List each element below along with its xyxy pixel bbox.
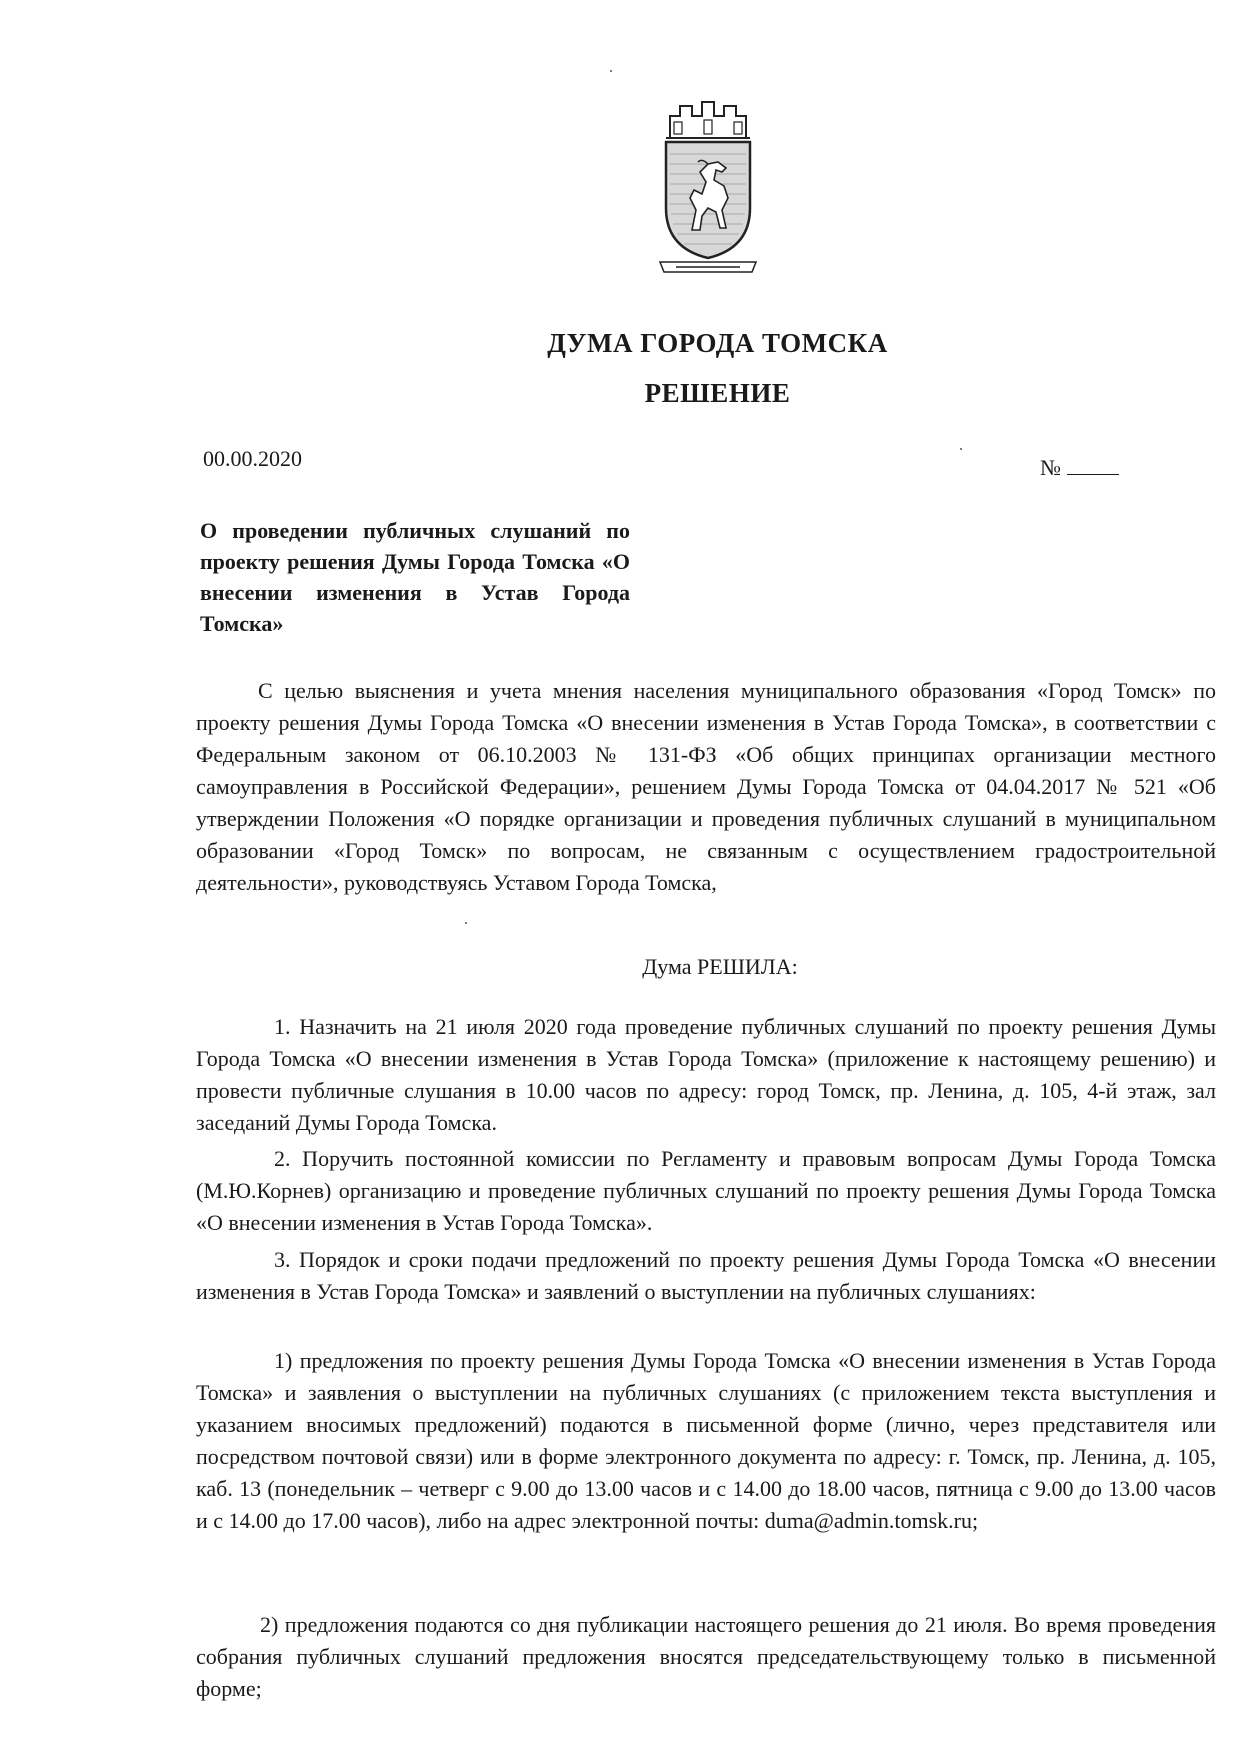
decision-item: 1. Назначить на 21 июля 2020 года проведение публичных слушаний по проекту решения Думы Города Томска «О внесении изменения в Устав Города Томска» (приложение к настоящему решению) и провести публичные слушания в 10.00 часов по адресу: город Томск, пр. Ленина, д. 105, 4-й этаж, зал заседаний Думы Города Томска. bbox=[196, 1014, 1216, 1135]
document-number bbox=[1040, 455, 1119, 481]
decision-subitem: 2) предложения подаются со дня публикации настоящего решения до 21 июля. Во время проведения собрания публичных слушаний предложения вносятся председательствующему только в письменной форме; bbox=[196, 1612, 1216, 1701]
document-subject: О проведении публичных слушаний по проекту решения Думы Города Томска «О внесении изменения в Устав Города Томска» bbox=[200, 518, 630, 636]
tomsk-coat-of-arms-icon bbox=[652, 98, 764, 276]
scan-speck bbox=[960, 448, 962, 450]
document-date: 00.00.2020 bbox=[203, 446, 302, 471]
decision-item: 2. Поручить постоянной комиссии по Регламенту и правовым вопросам Думы Города Томска (М.Ю.Корнев) организацию и проведение публичных слушаний по проекту решения Думы Города Томска «О внесении изменения в Устав Города Томска». bbox=[196, 1146, 1216, 1235]
decision-subitem: 1) предложения по проекту решения Думы Города Томска «О внесении изменения в Устав Города Томска» и заявления о выступлении на публичных слушаниях (с приложением текста выступления и указанием вносимых предложений) подаются в письменной форме (лично, через представителя или посредством почтовой связи) или в форме электронного документа по адресу: г. Томск, пр. Ленина, д. 105, каб. 13 (понедельник – четверг с 9.00 до 13.00 часов и с 14.00 до 18.00 часов, пятница с 9.00 до 13.00 часов и с 14.00 до 17.00 часов), либо на адрес электронной почты: duma@admin.tomsk.ru; bbox=[196, 1348, 1216, 1533]
scan-speck bbox=[465, 922, 467, 924]
decision-item: 3. Порядок и сроки подачи предложений по проекту решения Думы Города Томска «О внесении изменения в Устав Города Томска» и заявлений о выступлении на публичных слушаниях: bbox=[196, 1247, 1216, 1304]
number-blank-line bbox=[1067, 456, 1119, 475]
decision-label: Дума РЕШИЛА: bbox=[642, 954, 798, 979]
scan-speck bbox=[610, 70, 612, 72]
document-type-title: РЕШЕНИЕ bbox=[644, 378, 791, 408]
organization-title: ДУМА ГОРОДА ТОМСКА bbox=[547, 328, 888, 358]
number-label: № bbox=[1040, 455, 1061, 480]
preamble-paragraph: С целью выяснения и учета мнения населения муниципального образования «Город Томск» по проекту решения Думы Города Томска «О внесении изменения в Устав Города Томска», в соответствии с Федеральным законом от 06.10.2003 № 131-ФЗ «Об общих принципах организации местного самоуправления в Российской Федерации», решением Думы Города Томска от 04.04.2017 № 521 «Об утверждении Положения «О порядке организации и проведения публичных слушаний в муниципальном образовании «Город Томск» по вопросам, не связанным с осуществлением градостроительной деятельности», руководствуясь Уставом Города Томска, bbox=[196, 678, 1216, 895]
